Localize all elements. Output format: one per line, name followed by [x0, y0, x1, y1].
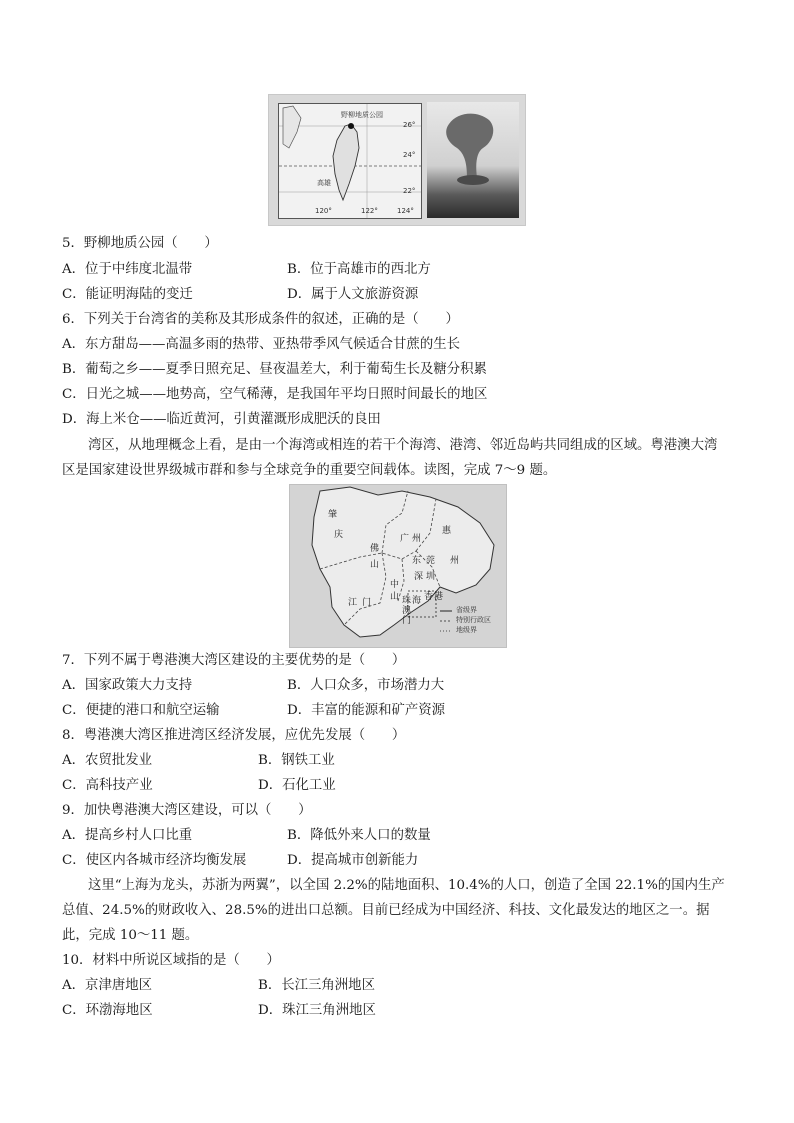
- city-label-zhu: 珠: [402, 596, 412, 606]
- city-label-zhou2: 州: [450, 556, 460, 566]
- q5-option-c[interactable]: C．能证明海陆的变迁: [62, 287, 193, 302]
- legend-prefecture: 地级界: [456, 626, 477, 634]
- city-label-shen: 深: [414, 572, 424, 582]
- q8-option-d[interactable]: D．石化工业: [258, 778, 336, 793]
- city-label-zhen: 圳: [426, 572, 436, 582]
- city-label-zhao: 肇: [328, 510, 338, 520]
- legend-province: 省级界: [456, 606, 477, 614]
- city-label-ao: 澳: [402, 606, 412, 616]
- city-label-dong: 东: [412, 556, 422, 566]
- city-label-gang: 港: [434, 592, 444, 602]
- q7-stem: 7．下列不属于粤港澳大湾区建设的主要优势的是（ ）: [62, 653, 406, 668]
- taiwan-map-figure: [268, 94, 526, 226]
- q10-option-b[interactable]: B．长江三角洲地区: [258, 978, 375, 993]
- city-label-men1: 门: [402, 616, 412, 626]
- yehliu-marker: [348, 123, 354, 129]
- q10-option-d[interactable]: D．珠江三角洲地区: [258, 1003, 376, 1018]
- q7-option-b[interactable]: B．人口众多，市场潜力大: [287, 678, 445, 693]
- city-label-fo: 佛: [370, 544, 380, 554]
- q6-option-a[interactable]: A．东方甜岛——高温多雨的热带、亚热带季风气候适合甘蔗的生长: [62, 337, 460, 352]
- q6-option-d[interactable]: D．海上米仓——临近黄河，引黄灌溉形成肥沃的良田: [62, 412, 381, 427]
- q8-option-b[interactable]: B．钢铁工业: [258, 753, 335, 768]
- city-label-guan: 莞: [426, 556, 436, 566]
- lon-label-122: 122°: [361, 207, 378, 215]
- q6-option-b[interactable]: B．葡萄之乡——夏季日照充足、昼夜温差大，利于葡萄生长及糖分积累: [62, 362, 487, 377]
- taiwan-map-graphic: [279, 104, 421, 218]
- q7-option-a[interactable]: A．国家政策大力支持: [62, 678, 193, 693]
- q5-option-d[interactable]: D．属于人文旅游资源: [287, 287, 419, 302]
- city-label-hui: 惠: [442, 526, 452, 536]
- queens-head-rock-photo: [427, 102, 519, 218]
- city-label-qing: 庆: [334, 530, 344, 540]
- taiwan-map: [278, 103, 422, 219]
- lat-label-22: 22°: [403, 187, 416, 195]
- lat-label-26: 26°: [403, 121, 416, 129]
- q6-option-c[interactable]: C．日光之城——地势高，空气稀薄，是我国年平均日照时间最长的地区: [62, 387, 488, 402]
- city-label-zhong: 中: [390, 580, 400, 590]
- lon-label-120: 120°: [315, 207, 332, 215]
- legend-sar: 特别行政区: [456, 616, 491, 624]
- q10-option-c[interactable]: C．环渤海地区: [62, 1003, 153, 1018]
- q7-option-d[interactable]: D．丰富的能源和矿产资源: [287, 703, 446, 718]
- city-label-shan2: 山: [390, 592, 400, 602]
- q5-stem: 5．野柳地质公园（ ）: [62, 236, 218, 251]
- city-label-shan: 山: [370, 560, 380, 570]
- q9-option-d[interactable]: D．提高城市创新能力: [287, 853, 419, 868]
- bay-area-map: [289, 484, 507, 648]
- city-label-xiang: 香: [424, 592, 434, 602]
- city-label-men2: 门: [362, 598, 372, 608]
- q8-option-c[interactable]: C．高科技产业: [62, 778, 153, 793]
- rock-graphic: [427, 102, 519, 218]
- q5-option-a[interactable]: A．位于中纬度北温带: [62, 262, 193, 277]
- q10-stem: 10．材料中所说区域指的是（ ）: [62, 953, 280, 968]
- city-label-guang: 广: [400, 534, 410, 544]
- city-label-zhou1: 州: [412, 534, 422, 544]
- map-label-yehliu: 野柳地质公园: [341, 111, 383, 119]
- lon-label-124: 124°: [397, 207, 414, 215]
- q9-option-c[interactable]: C．使区内各城市经济均衡发展: [62, 853, 247, 868]
- q8-stem: 8．粤港澳大湾区推进湾区经济发展，应优先发展（ ）: [62, 728, 406, 743]
- passage-bay-area: 湾区，从地理概念上看，是由一个海湾或相连的若干个海湾、港湾、邻近岛屿共同组成的区域。粤港澳大湾区是国家建设世界级城市群和参与全球竞争的重要空间载体。读图，完成 7～9 题。: [62, 438, 718, 478]
- q9-option-a[interactable]: A．提高乡村人口比重: [62, 828, 193, 843]
- q10-option-a[interactable]: A．京津唐地区: [62, 978, 153, 993]
- q8-option-a[interactable]: A．农贸批发业: [62, 753, 153, 768]
- passage-yangtze-delta: 这里“上海为龙头，苏浙为两翼”，以全国 2.2%的陆地面积、10.4%的人口，创造了全国 22.1%的国内生产总值、24.5%的财政收入、28.5%的进出口总额。目前已经成为中国经济、科技、文化最发达的地区之一。据此，完成 10～11 题。: [62, 878, 725, 943]
- city-label-hai: 海: [412, 596, 422, 606]
- q7-option-c[interactable]: C．便捷的港口和航空运输: [62, 703, 220, 718]
- map-label-kaohsiung: 高雄: [317, 179, 331, 187]
- q9-option-b[interactable]: B．降低外来人口的数量: [287, 828, 431, 843]
- lat-label-24: 24°: [403, 151, 416, 159]
- city-label-jiang: 江: [348, 598, 358, 608]
- q9-stem: 9．加快粤港澳大湾区建设，可以（ ）: [62, 803, 312, 818]
- q5-option-b[interactable]: B．位于高雄市的西北方: [287, 262, 431, 277]
- q6-stem: 6．下列关于台湾省的美称及其形成条件的叙述，正确的是（ ）: [62, 312, 459, 327]
